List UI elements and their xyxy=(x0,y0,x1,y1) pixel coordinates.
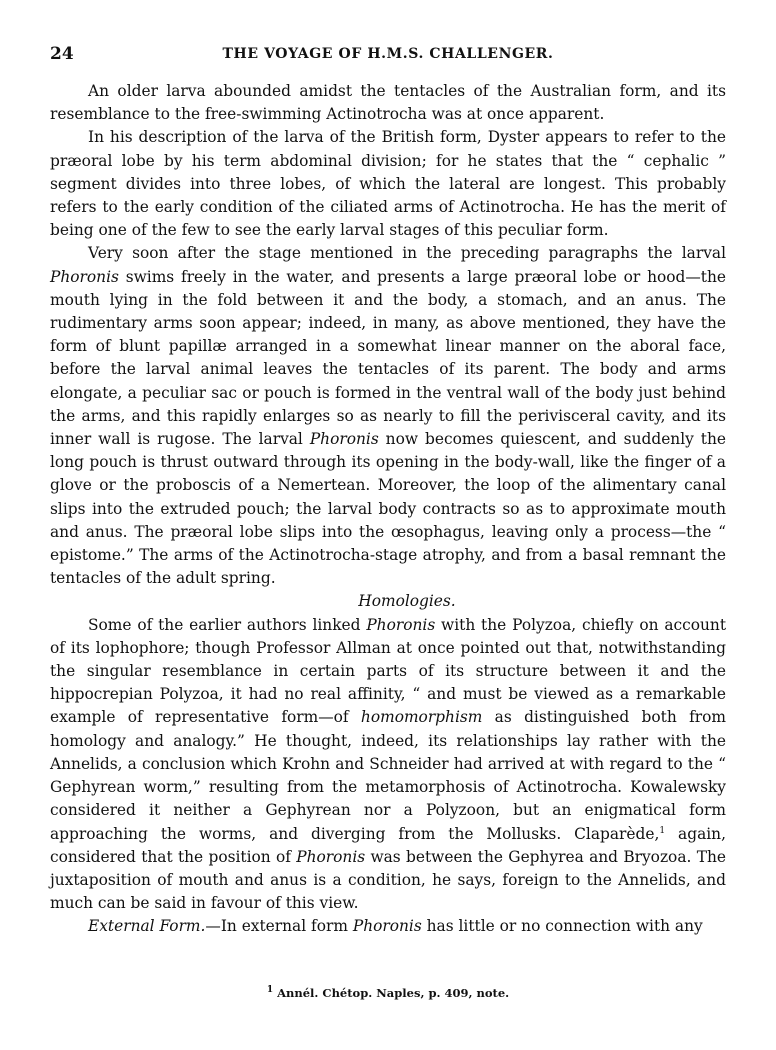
text-run: swims freely in the water, and presents a large præoral lobe or hood—the mouth lying in the fold between it and the body, a stomach, and an anus. The rudimentary arms soon appear; indeed, in many, as above mentioned, they have the form of blunt papillæ arranged in a somewhat linear manner on the aboral face, before the larval animal leaves the tentacles of its parent. The body and arms elongate, a peculiar sac or pouch is formed in the ventral wall of the body just behind the arms, and this rapidly enlarges so as nearly to fill the perivisceral cavity, and its inner wall is rugose. The larval xyxy=(50,267,726,449)
text-run: Very soon after the stage mentioned in the preceding paragraphs the larval xyxy=(88,244,726,263)
em-dash: — xyxy=(205,917,221,936)
page-number: 24 xyxy=(50,44,74,64)
footnote-text: Annél. Chétop. Naples, p. 409, note. xyxy=(273,986,510,1000)
footnote xyxy=(0,986,776,1000)
text-run: In external form xyxy=(220,917,353,936)
taxon-name: Phoronis xyxy=(309,430,379,449)
paragraph-larva-resemblance: An older larva abounded amidst the tentacles of the Australian form, and its resemblance to the free-swimming Actinotrocha was at once apparent. xyxy=(50,82,726,124)
footnote-marker: 1 xyxy=(266,985,274,996)
text-run: now becomes quiescent, and suddenly the long pouch is thrust outward through its opening in the body-wall, like the finger of a glove or the proboscis of a Nemertean. Moreover, the loop of the alimentary canal slips into the extruded pouch; the larval body contracts so as to approximate mouth and anus. The præoral lobe slips into the œsophagus, leaving only a process—the “ epistome.” The arms of the Actinotrocha-stage atrophy, and from a basal remnant the tentacles of the adult spring. xyxy=(50,430,726,588)
taxon-name: Phoronis xyxy=(296,847,366,866)
taxon-name: Phoronis xyxy=(50,267,119,286)
footnote-reference: 1 xyxy=(659,825,666,836)
paragraph-larval-development xyxy=(50,242,726,590)
page-header xyxy=(50,44,726,66)
text-run: Some of the earlier authors linked xyxy=(88,615,367,634)
section-heading-homologies: Homologies. xyxy=(358,592,456,611)
text-run: with the Polyzoa, chiefly on account of its lophophore; though Professor Allman at once pointed out that, notwithstanding the singular resemblance in certain parts of its structure between it and the hippocrepian Polyzoa, it had no real affinity, “ and must be viewed as a remarkable example of representative form—of xyxy=(50,615,727,727)
run-in-heading-external-form: External Form. xyxy=(88,917,206,936)
paragraph-external-form xyxy=(50,915,726,938)
body-text xyxy=(50,80,726,939)
text-run: as distinguished both from homology and analogy.” He thought, indeed, its relationships lay rather with the Annelids, a conclusion which Krohn and Schneider had arrived at with regard to the “ Gephyrean worm,” resulting from the metamorphosis of Actinotrocha. Kowalewsky considered it neither a Gephyrean nor a Polyzoon, but an enigmatical form approaching the worms, and diverging from the Mollusks. Claparède, xyxy=(50,708,726,843)
paragraph-dyster-description: In his description of the larva of the British form, Dyster appears to refer to the præoral lobe by his term abdominal division; for he states that the “ cephalic ” segment divides into three lobes, of which the lateral are longest. This probably refers to the early condition of the ciliated arms of Actinotrocha. He has the merit of being one of the few to see the early larval stages of this peculiar form. xyxy=(50,128,726,240)
text-run: again, considered that the position of xyxy=(50,824,726,866)
taxon-name: Phoronis xyxy=(352,917,422,936)
paragraph-homologies xyxy=(50,614,726,916)
text-run: was between the Gephyrea and Bryozoa. The juxtaposition of mouth and anus is a condition, he says, foreign to the Annelids, and much can be said in favour of this view. xyxy=(50,847,726,913)
text-run: has little or no connection with any xyxy=(421,917,703,936)
term-homomorphism: homomorphism xyxy=(360,708,483,727)
taxon-name: Phoronis xyxy=(366,615,436,634)
running-title: THE VOYAGE OF H.M.S. CHALLENGER. xyxy=(222,46,554,62)
